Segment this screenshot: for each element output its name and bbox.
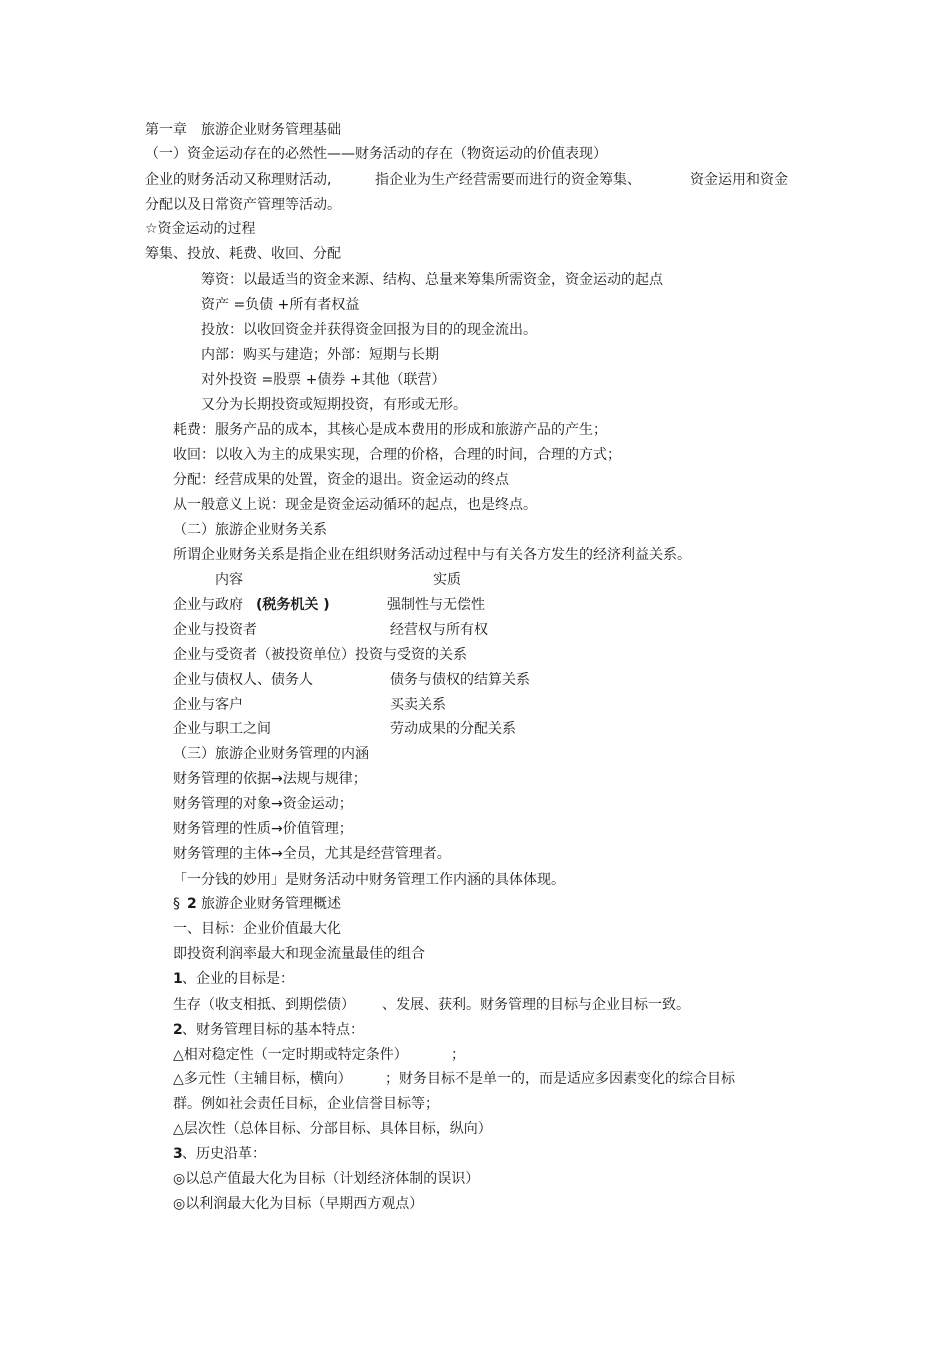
formula-line: 资产 =负债 +所有者权益 <box>201 297 360 313</box>
indented-line: 筹资：以最适当的资金来源、结构、总量来筹集所需资金，资金运动的起点 <box>201 272 663 288</box>
paragraph-line: 企业的财务活动又称理财活动, <box>145 172 332 188</box>
paragraph-line: 资金运用和资金 <box>690 172 788 188</box>
subheading: ☆资金运动的过程 <box>145 221 256 237</box>
paragraph-line: 收回：以收入为主的成果实现，合理的价格，合理的时间，合理的方式； <box>173 447 621 463</box>
item-text: 、财务管理目标的基本特点： <box>182 1022 364 1038</box>
paragraph-line: 分配：经营成果的处置，资金的退出。资金运动的终点 <box>173 472 509 488</box>
paragraph-line: 即投资利润率最大和现金流量最佳的组合 <box>173 946 425 962</box>
formula-line: 对外投资 =股票 +债券 +其他（联营） <box>201 372 446 388</box>
paragraph-line: △层次性（总体目标、分部目标、具体目标，纵向） <box>173 1121 492 1137</box>
paragraph-line: 群。例如社会责任目标，企业信誉目标等； <box>173 1096 439 1112</box>
table-header-essence: 实质 <box>433 572 461 588</box>
relation-party: 企业与政府 <box>173 597 243 613</box>
chapter-title: 第一章 旅游企业财务管理基础 <box>145 122 341 138</box>
section-heading-1: （一）资金运动存在的必然性——财务活动的存在（物资运动的价值表现） <box>145 146 607 162</box>
paragraph-line: ； <box>451 1047 465 1063</box>
item-number: 2 <box>173 1022 183 1038</box>
relation-essence: 劳动成果的分配关系 <box>390 721 516 737</box>
paragraph-line: 、发展、获利。财务管理的目标与企业目标一致。 <box>382 997 690 1013</box>
section-heading-2: （二）旅游企业财务关系 <box>173 522 327 538</box>
paragraph-line: 财务管理的依据→法规与规律； <box>173 771 367 787</box>
paragraph-line: ◎以总产值最大化为目标（计划经济体制的误识） <box>173 1171 480 1187</box>
paragraph-line: 「一分钱的妙用」是财务活动中财务管理工作内涵的具体体现。 <box>173 872 565 888</box>
paragraph-line: 财务管理的对象→资金运动； <box>173 796 353 812</box>
indented-line: 内部：购买与建造；外部：短期与长期 <box>201 347 439 363</box>
relation-party: 企业与投资者 <box>173 622 257 638</box>
paragraph-line: ；财务目标不是单一的，而是适应多因素变化的综合目标 <box>385 1071 735 1087</box>
paragraph-line: ◎以利润最大化为目标（早期西方观点） <box>173 1196 424 1212</box>
relation-party: 企业与职工之间 <box>173 721 271 737</box>
indented-line: 又分为长期投资或短期投资，有形或无形。 <box>201 397 467 413</box>
paragraph-line: 指企业为生产经营需要而进行的资金筹集、 <box>375 172 641 188</box>
item-text: 、企业的目标是： <box>182 971 294 987</box>
relation-party-note: (税务机关 ) <box>256 597 330 613</box>
item-number: 3 <box>173 1146 183 1162</box>
relation-essence: 强制性与无偿性 <box>387 597 485 613</box>
paragraph-line: 分配以及日常资产管理等活动。 <box>145 197 341 213</box>
paragraph-line: 生存（收支相抵、到期偿债） <box>173 997 355 1013</box>
paragraph-line: 财务管理的主体→全员，尤其是经营管理者。 <box>173 846 451 862</box>
paragraph-line: 所谓企业财务关系是指企业在组织财务活动过程中与有关各方发生的经济利益关系。 <box>173 547 691 563</box>
section-number: 2 <box>187 896 197 912</box>
relation-essence: 经营权与所有权 <box>390 622 488 638</box>
paragraph-line: 一、目标：企业价值最大化 <box>173 921 341 937</box>
relation-essence: 买卖关系 <box>390 697 446 713</box>
relation-row: 企业与受资者（被投资单位）投资与受资的关系 <box>173 647 467 663</box>
paragraph-line: △多元性（主辅目标，横向） <box>173 1071 352 1087</box>
paragraph-line: 耗费：服务产品的成本，其核心是成本费用的形成和旅游产品的产生； <box>173 422 607 438</box>
paragraph-line: 从一般意义上说：现金是资金运动循环的起点，也是终点。 <box>173 497 537 513</box>
indented-line: 投放：以收回资金并获得资金回报为目的的现金流出。 <box>201 322 537 338</box>
paragraph-line: △相对稳定性（一定时期或特定条件） <box>173 1047 408 1063</box>
paragraph-line: 财务管理的性质→价值管理； <box>173 821 353 837</box>
table-header-content: 内容 <box>215 572 243 588</box>
section-symbol: § <box>173 896 180 912</box>
paragraph-line: 筹集、投放、耗费、收回、分配 <box>145 246 341 262</box>
section-heading-3: （三）旅游企业财务管理的内涵 <box>173 746 369 762</box>
relation-party: 企业与客户 <box>173 697 243 713</box>
relation-party: 企业与债权人、债务人 <box>173 672 313 688</box>
item-text: 、历史沿革： <box>182 1146 266 1162</box>
item-number: 1 <box>173 971 183 987</box>
section-title: 旅游企业财务管理概述 <box>201 896 341 912</box>
relation-essence: 债务与债权的结算关系 <box>390 672 530 688</box>
